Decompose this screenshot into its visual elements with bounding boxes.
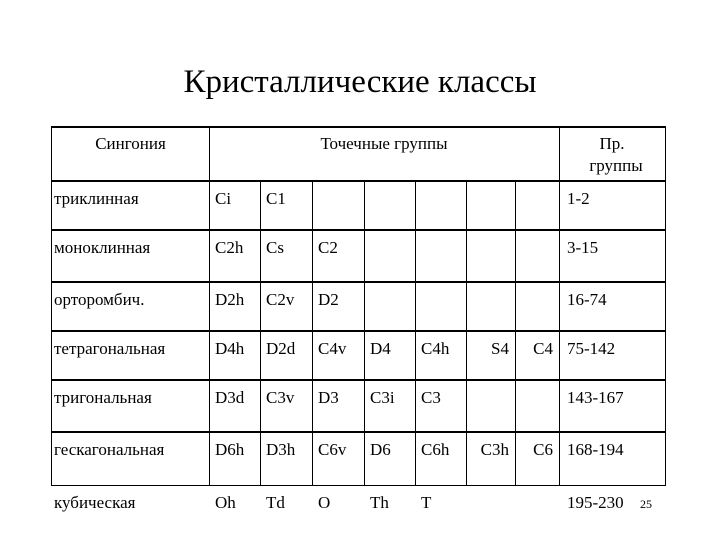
- table-row-divider: [52, 330, 665, 332]
- point-group-cell: Cs: [266, 238, 284, 257]
- point-group-cell: D3h: [266, 440, 296, 459]
- page-number: 25: [640, 497, 652, 511]
- table-row-divider: [52, 126, 665, 128]
- point-group-cell: T: [421, 493, 432, 512]
- syngony-cell: орторомбич.: [54, 290, 145, 309]
- space-group-range-cell: 143-167: [567, 388, 624, 407]
- point-group-cell: C3i: [370, 388, 395, 407]
- point-group-cell: C4v: [318, 339, 347, 358]
- syngony-cell: гескагональная: [54, 440, 165, 459]
- header-column-divider: [559, 126, 560, 181]
- table-column-divider: [260, 181, 261, 485]
- point-group-cell: D6: [370, 440, 391, 459]
- syngony-cell: тригональная: [54, 388, 152, 407]
- point-group-cell: D4: [370, 339, 391, 358]
- point-group-cell: C3: [421, 388, 441, 407]
- point-group-cell: S4: [491, 339, 509, 358]
- point-group-cell: C2v: [266, 290, 295, 309]
- table-column-divider: [415, 181, 416, 485]
- table-column-divider: [209, 181, 210, 485]
- point-group-cell: C1: [266, 189, 286, 208]
- point-group-cell: Ci: [215, 189, 232, 208]
- point-group-cell: C6h: [421, 440, 450, 459]
- space-group-range-cell: 16-74: [567, 290, 607, 309]
- table-column-divider: [559, 181, 560, 485]
- point-group-cell: D3d: [215, 388, 245, 407]
- point-group-cell: O: [318, 493, 331, 512]
- point-group-cell: Th: [370, 493, 389, 512]
- point-group-cell: D4h: [215, 339, 245, 358]
- syngony-cell: моноклинная: [54, 238, 151, 257]
- point-group-cell: D2d: [266, 339, 296, 358]
- table-row-divider: [52, 431, 665, 433]
- point-group-cell: D2h: [215, 290, 245, 309]
- point-group-cell: C6: [533, 440, 553, 459]
- point-group-cell: D6h: [215, 440, 245, 459]
- header-syngony: Сингония: [95, 134, 166, 153]
- point-group-cell: C4h: [421, 339, 450, 358]
- space-group-range-cell: 1-2: [567, 189, 590, 208]
- point-group-cell: Oh: [215, 493, 236, 512]
- header-point-groups: Точечные группы: [320, 134, 448, 153]
- space-group-range-cell: 195-230: [567, 493, 624, 512]
- header-space-groups-line1: Пр.: [599, 134, 625, 153]
- point-group-cell: C2h: [215, 238, 244, 257]
- space-group-range-cell: 3-15: [567, 238, 599, 257]
- table-column-divider: [312, 181, 313, 485]
- point-group-cell: C6v: [318, 440, 347, 459]
- point-group-cell: C4: [533, 339, 553, 358]
- table-row-divider: [52, 180, 665, 182]
- table-column-divider: [364, 181, 365, 485]
- point-group-cell: C3h: [480, 440, 509, 459]
- point-group-cell: C3v: [266, 388, 295, 407]
- table-row-divider: [52, 379, 665, 381]
- table-row-divider: [52, 229, 665, 231]
- header-space-groups-line2: группы: [589, 156, 643, 175]
- point-group-cell: D3: [318, 388, 339, 407]
- header-column-divider: [209, 126, 210, 181]
- slide-title: Кристаллические классы: [183, 64, 537, 100]
- space-group-range-cell: 168-194: [567, 440, 624, 459]
- syngony-cell: тетрагональная: [54, 339, 166, 358]
- point-group-cell: D2: [318, 290, 339, 309]
- syngony-cell: триклинная: [54, 189, 139, 208]
- table-row-divider: [52, 281, 665, 283]
- point-group-cell: Td: [266, 493, 285, 512]
- syngony-cell: кубическая: [54, 493, 136, 512]
- point-group-cell: C2: [318, 238, 338, 257]
- space-group-range-cell: 75-142: [567, 339, 616, 358]
